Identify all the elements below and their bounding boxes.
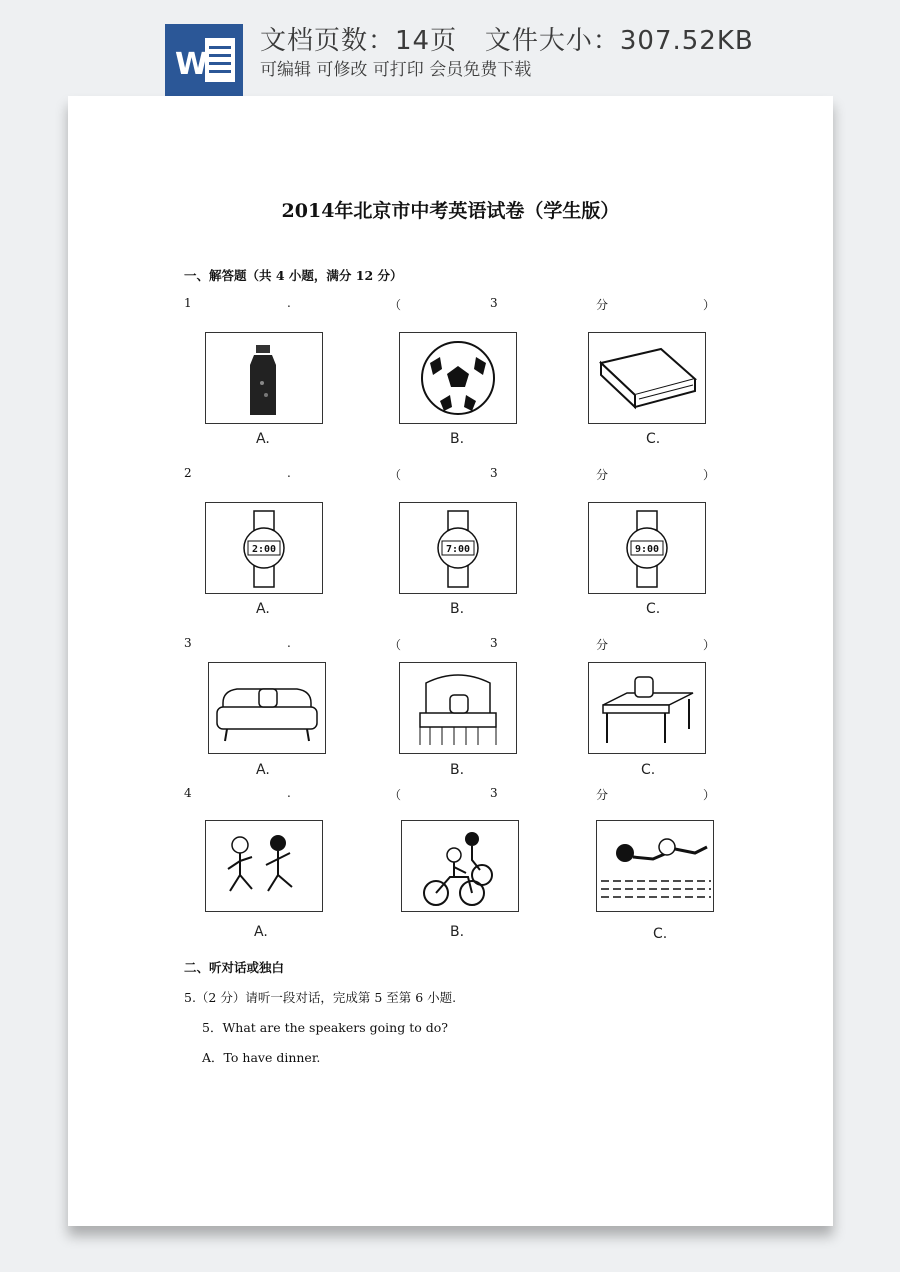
page-title: 2014年北京市中考英语试卷（学生版）	[281, 200, 620, 222]
option-label-b: B.	[450, 762, 465, 778]
section-heading-1: 一、解答题（共 4 小题，满分 12 分）	[184, 268, 403, 283]
question-5-text: 5．What are the speakers going to do?	[202, 1020, 448, 1035]
option-image-book	[588, 332, 706, 424]
option-label-c: C.	[646, 601, 661, 617]
question-dot: .	[287, 786, 291, 800]
question-score: 3	[490, 296, 498, 310]
option-image-kids-running	[205, 820, 323, 912]
question-dot: .	[287, 466, 291, 480]
option-label-b: B.	[450, 431, 465, 447]
question-number: 3	[184, 636, 192, 650]
question-5-option-a: A．To have dinner.	[202, 1050, 321, 1065]
option-image-bag-on-bed	[399, 662, 517, 754]
paren-open: （	[389, 298, 402, 312]
option-label-c: C.	[653, 926, 668, 942]
score-unit: 分	[596, 298, 609, 312]
word-document-icon	[165, 24, 243, 96]
option-image-bottle	[205, 332, 323, 424]
option-label-a: A.	[256, 601, 270, 617]
option-image-watch-2	[205, 502, 323, 594]
score-unit: 分	[596, 638, 609, 652]
option-label-b: B.	[450, 924, 465, 940]
option-label-b: B.	[450, 601, 465, 617]
score-unit: 分	[596, 468, 609, 482]
question-number: 4	[184, 786, 192, 800]
question-score: 3	[490, 786, 498, 800]
option-label-a: A.	[256, 431, 270, 447]
score-unit: 分	[596, 788, 609, 802]
paren-open: （	[389, 468, 402, 482]
paren-open: （	[389, 638, 402, 652]
question-number: 1	[184, 296, 192, 310]
option-image-watch-9	[588, 502, 706, 594]
watch-time-label: 7:00	[445, 544, 471, 555]
question-score: 3	[490, 466, 498, 480]
document-features: 可编辑 可修改 可打印 会员免费下载	[260, 60, 532, 80]
section-heading-2: 二、听对话或独白	[184, 960, 285, 975]
watch-time-label: 2:00	[251, 544, 277, 555]
document-meta-info: 文档页数：14页 文件大小：307.52KB	[260, 26, 754, 56]
option-label-a: A.	[256, 762, 270, 778]
option-label-a: A.	[254, 924, 268, 940]
question-row-3	[184, 636, 714, 652]
option-image-bag-on-sofa	[208, 662, 326, 754]
document-page	[68, 96, 833, 1226]
option-label-c: C.	[646, 431, 661, 447]
option-image-soccer-ball	[399, 332, 517, 424]
option-image-kids-cycling	[401, 820, 519, 912]
paren-close: ）	[703, 468, 716, 482]
header-bar	[0, 0, 900, 100]
paren-close: ）	[703, 638, 716, 652]
question-number: 2	[184, 466, 192, 480]
svg-text:W: W	[175, 47, 209, 82]
paren-close: ）	[703, 788, 716, 802]
option-image-watch-7	[399, 502, 517, 594]
watch-time-label: 9:00	[634, 544, 660, 555]
question-score: 3	[490, 636, 498, 650]
paren-close: ）	[703, 298, 716, 312]
question-row-2	[184, 466, 714, 482]
question-dot: .	[287, 636, 291, 650]
option-label-c: C.	[641, 762, 656, 778]
question-row-1	[184, 296, 714, 312]
question-5-intro: 5.（2 分）请听一段对话，完成第 5 至第 6 小题.	[184, 990, 457, 1005]
paren-open: （	[389, 788, 402, 802]
option-image-kids-swimming	[596, 820, 714, 912]
question-dot: .	[287, 296, 291, 310]
question-row-4	[184, 786, 714, 802]
option-image-bag-on-table	[588, 662, 706, 754]
